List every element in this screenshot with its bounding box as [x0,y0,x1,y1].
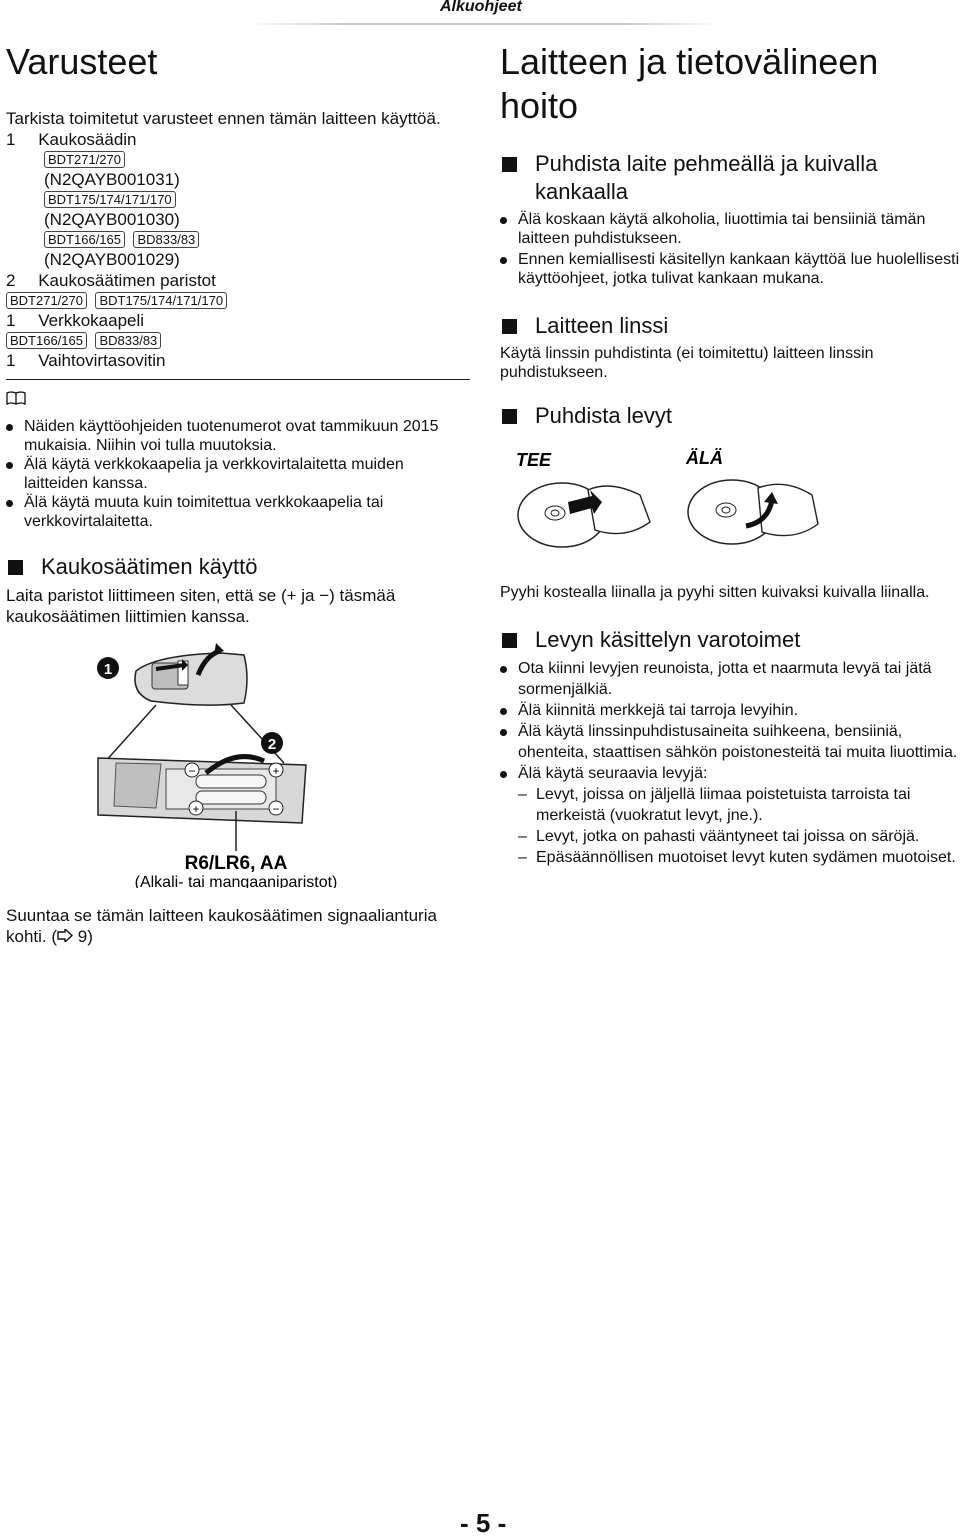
remote-usage-heading: Kaukosäätimen käyttö [6,553,471,581]
disc-correct-icon [518,483,650,547]
clean-unit-list [500,210,960,288]
model-row [6,151,471,169]
right-column [500,40,960,868]
page-number: - 5 - [460,1508,507,1538]
disc-precautions-heading: Levyn käsittelyn varotoimet [500,626,960,654]
remote-back-cover-icon [135,643,247,705]
battery-insertion-illustration [6,633,366,888]
note-book-icon [6,390,471,411]
svg-text:+: + [272,763,280,778]
accessory-ac-adaptor [6,350,471,371]
dash-item: – Levyt, joissa on jäljellä liimaa poistetuista tarroista tai merkeistä (vuokratut levyt, jne.). [518,785,911,824]
battery-type-label: R6/LR6, AA [184,852,288,874]
zoom-lines [104,705,284,763]
svg-text:2: 2 [267,735,277,753]
note-item: Älä käytä verkkokaapelia ja verkkovirtalaitetta muiden laitteiden kanssa. [6,455,471,493]
square-bullet-icon [502,633,517,648]
header-rule [250,23,720,25]
model-row [6,191,471,209]
clean-discs-heading: Puhdista levyt [500,402,960,430]
list-item: Älä käytä linssinpuhdistusaineita suihkeena, bensiiniä, ohenteita, staattisen sähkön poistonesteitä tai muita liuottimia. [500,721,960,763]
dont-label: ÄLÄ [686,447,723,468]
disc-precautions-list [500,658,960,868]
clean-discs-text: Pyyhi kostealla liinalla ja pyyhi sitten kuivaksi kuivalla liinalla. [500,583,930,601]
accessory-label: Vaihtovirtasovitin [38,350,166,370]
list-item: Älä kiinnitä merkkejä tai tarroja levyihin. [500,700,960,721]
accessory-count: 1 [6,350,16,370]
svg-text:−: − [188,763,196,778]
note-item: Näiden käyttöohjeiden tuotenumerot ovat tammikuun 2015 mukaisia. Niihin voi tulla muutoksia. [6,417,471,455]
model-badge-bd833: BD833/83 [95,332,161,349]
note-item: Älä käytä muuta kuin toimitettua verkkokaapelia tai verkkovirtalaitetta. [6,493,471,531]
dash-item: – Epäsäännöllisen muotoiset levyt kuten sydämen muotoiset. [518,848,956,866]
square-bullet-icon [502,157,517,172]
remote-code-2: (N2QAYB001030) [44,209,180,229]
remote-usage-text: Laita paristot liittimeen siten, että se (+ ja −) täsmää kaukosäätimen liittimien kanssa. [6,585,396,626]
care-title: Laitteen ja tietovälineen hoito [500,41,879,126]
accessory-count: 2 [6,270,16,290]
remote-aim-text: Suuntaa se tämän laitteen kaukosäätimen signaalianturia kohti. ( 9) [6,905,437,946]
do-label: TEE [516,449,552,470]
svg-text:−: − [272,801,280,816]
accessory-count: 1 [6,310,16,330]
accessory-label: Kaukosäätimen paristot [38,270,216,290]
svg-text:1: 1 [103,660,113,678]
disc-cleaning-illustration [500,440,960,570]
step-2-marker [261,732,283,754]
square-bullet-icon [502,409,517,424]
list-item: Älä koskaan käytä alkoholia, liuottimia tai bensiiniä tämän laitteen puhdistukseen. [500,210,960,248]
model-badge-bdt166: BDT166/165 [6,332,87,349]
list-item: Ota kiinni levyjen reunoista, jotta et naarmuta levyä tai jätä sormenjälkiä. [500,658,960,700]
clean-unit-heading: Puhdista laite pehmeällä ja kuivalla kankaalla [500,150,960,206]
svg-text:+: + [192,801,200,816]
dash-item: – Levyt, jotka on pahasti vääntyneet tai joissa on säröjä. [518,827,920,845]
model-row [6,231,471,249]
lens-heading: Laitteen linssi [500,312,960,340]
model-badge-bdt166: BDT166/165 [44,231,125,248]
accessory-power-cable [6,310,471,331]
accessories-title: Varusteet [6,41,158,82]
notes-divider [6,379,470,380]
model-badge-bdt271: BDT271/270 [44,151,125,168]
model-badge-bd833: BD833/83 [133,231,199,248]
header-title: Alkuohjeet [440,0,522,15]
accessory-label: Verkkokaapeli [38,310,145,330]
model-row [6,292,471,310]
accessory-batteries [6,270,471,291]
square-bullet-icon [8,560,23,575]
model-row [6,332,471,350]
page-ref-arrow-icon [57,929,73,942]
list-item: Älä käytä seuraavia levyjä: [500,763,960,784]
square-bullet-icon [502,319,517,334]
accessories-intro: Tarkista toimitetut varusteet ennen tämän laitteen käyttöä. [6,108,441,128]
left-column [6,40,471,947]
accessory-remote [6,129,471,150]
accessory-count: 1 [6,129,16,149]
model-badge-bdt271: BDT271/270 [6,292,87,309]
remote-code-1: (N2QAYB001031) [44,169,180,189]
accessory-label: Kaukosäädin [38,129,137,149]
notes-list [6,417,471,531]
battery-type-sub: (Alkali- tai mangaaniparistot) [134,873,338,888]
page-header [0,0,960,26]
remote-code-3: (N2QAYB001029) [44,249,180,269]
disc-wrong-icon [688,480,818,544]
model-badge-bdt175: BDT175/174/171/170 [44,191,176,208]
list-item: Ennen kemiallisesti käsitellyn kankaan käyttöä lue huolellisesti käyttöohjeet, jotka tulivat kankaan mukana. [500,250,960,288]
lens-text: Käytä linssin puhdistinta (ei toimitettu) laitteen linssin puhdistukseen. [500,344,874,381]
model-badge-bdt175: BDT175/174/171/170 [95,292,227,309]
step-1-marker [97,657,119,679]
